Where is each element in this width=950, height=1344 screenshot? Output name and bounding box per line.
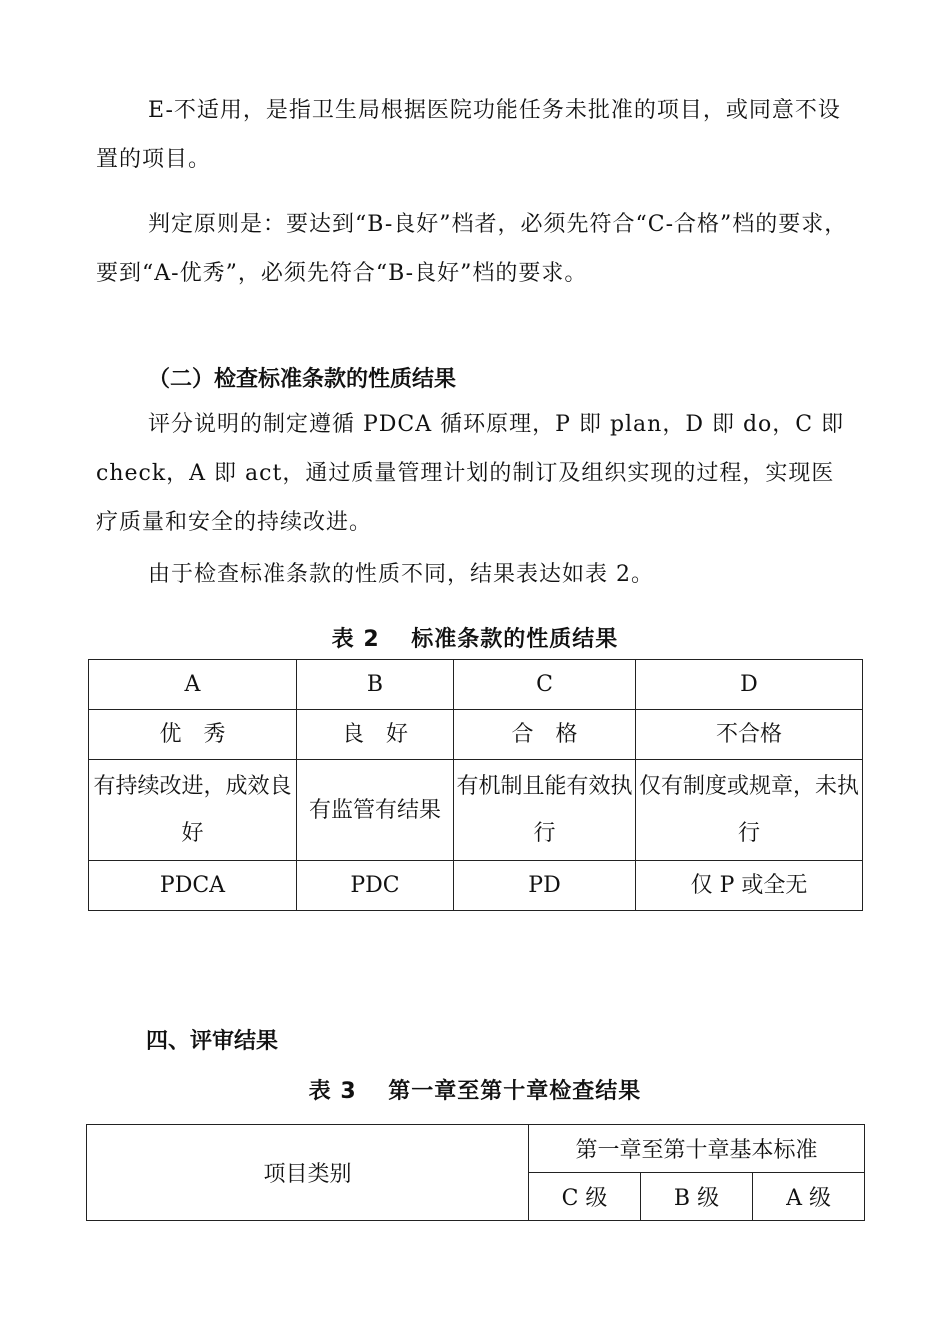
level-header-cell: B 级 bbox=[641, 1173, 753, 1221]
table-cell: PDCA bbox=[89, 861, 297, 911]
paragraph-table2-intro: 由于检查标准条款的性质不同，结果表达如表 2。 bbox=[148, 562, 654, 587]
level-header-cell: A 级 bbox=[753, 1173, 865, 1221]
table3-caption: 表 3 第一章至第十章检查结果 bbox=[308, 1079, 642, 1104]
section-heading-review-results: 四、评审结果 bbox=[146, 1029, 279, 1054]
table2-caption: 表 2 标准条款的性质结果 bbox=[331, 627, 619, 652]
table-cell: 优 秀 bbox=[89, 710, 297, 760]
standard-nature-table bbox=[88, 659, 863, 911]
table-header-cell: A bbox=[89, 660, 297, 710]
table-header-cell: B bbox=[297, 660, 454, 710]
table-cell: 有机制且能有效执行 bbox=[454, 760, 636, 861]
table-cell: 有持续改进，成效良好 bbox=[89, 760, 297, 861]
table-header-cell: C bbox=[454, 660, 636, 710]
chapter-results-table bbox=[86, 1124, 865, 1221]
table-cell: PDC bbox=[297, 861, 454, 911]
table-row bbox=[87, 1125, 865, 1173]
paragraph-pdca: 评分说明的制定遵循 PDCA 循环原理，P 即 plan，D 即 do，C 即 check，A 即 act，通过质量管理计划的制订及组织实现的过程，实现医疗质量和安全的持续改进。 bbox=[96, 412, 845, 535]
table-row bbox=[89, 760, 863, 861]
section-heading-nature-results: （二）检查标准条款的性质结果 bbox=[148, 367, 457, 392]
table-row bbox=[89, 710, 863, 760]
table-row bbox=[89, 861, 863, 911]
level-header-cell: C 级 bbox=[529, 1173, 641, 1221]
table-cell: 不合格 bbox=[636, 710, 863, 760]
table-cell: 仅有制度或规章，未执行 bbox=[636, 760, 863, 861]
table-header-cell: D bbox=[636, 660, 863, 710]
table-cell: 合 格 bbox=[454, 710, 636, 760]
table-cell: 仅 P 或全无 bbox=[636, 861, 863, 911]
table-cell: 良 好 bbox=[297, 710, 454, 760]
chapter-group-header: 第一章至第十章基本标准 bbox=[529, 1125, 865, 1173]
paragraph-not-applicable: E-不适用，是指卫生局根据医院功能任务未批准的项目，或同意不设置的项目。 bbox=[96, 98, 841, 172]
table-cell: 有监管有结果 bbox=[297, 760, 454, 861]
item-category-cell: 项目类别 bbox=[87, 1125, 529, 1221]
table-cell: PD bbox=[454, 861, 636, 911]
paragraph-judgement-principle: 判定原则是：要达到“B-良好”档者，必须先符合“C-合格”档的要求，要到“A-优秀”，必须先符合“B-良好”档的要求。 bbox=[96, 212, 848, 286]
table-row bbox=[89, 660, 863, 710]
